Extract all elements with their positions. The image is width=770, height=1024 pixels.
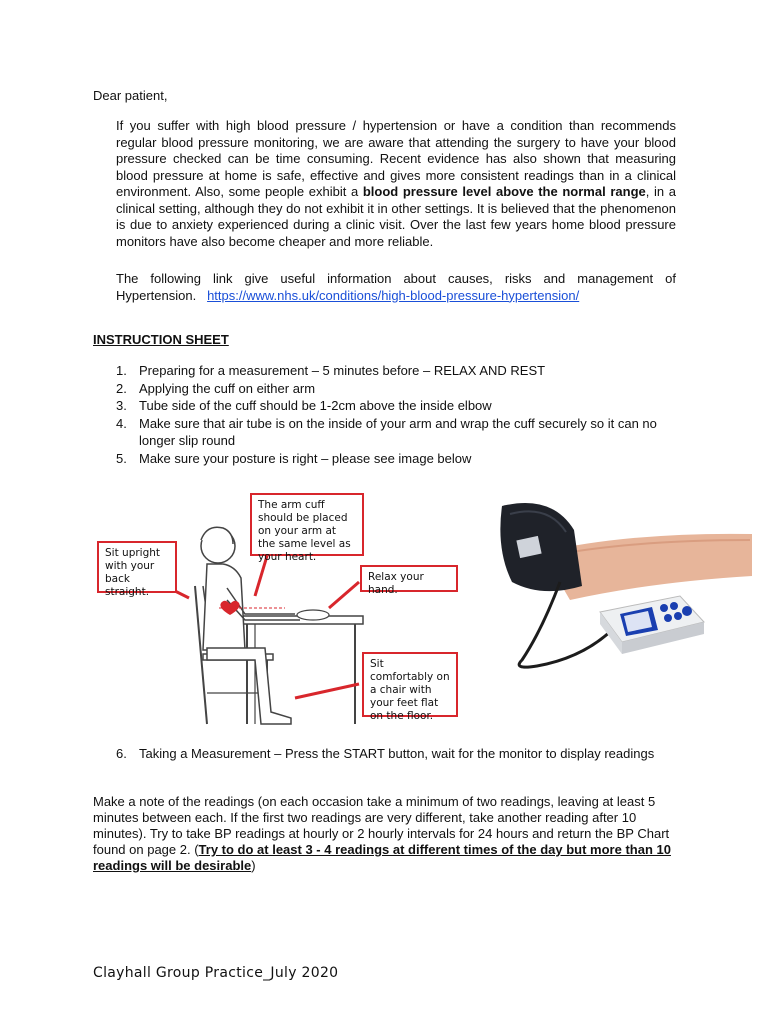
callout-cuff-level: The arm cuff should be placed on your arm at the same level as your heart. — [250, 493, 364, 556]
closing-paragraph — [93, 794, 683, 874]
instruction-heading: INSTRUCTION SHEET — [93, 332, 229, 347]
list-item — [116, 362, 676, 380]
instruction-step-6 — [116, 745, 676, 763]
callout-sit-upright: Sit upright with your back straight. — [97, 541, 177, 593]
step-text: Taking a Measurement – Press the START button, wait for the monitor to display readings — [139, 746, 655, 761]
list-item — [116, 415, 676, 450]
list-item — [116, 745, 676, 763]
list-item — [116, 450, 676, 468]
intro-paragraph — [116, 118, 676, 250]
step-text: Make sure that air tube is on the inside of your arm and wrap the cuff securely so it can no longer slip round — [139, 415, 657, 448]
closing-emphasis: Try to do at least 3 - 4 readings at different times of the day but more than 10 readings will be desirable — [93, 842, 671, 873]
step-text: Preparing for a measurement – 5 minutes before – RELAX AND REST — [139, 363, 546, 378]
nhs-link[interactable]: https://www.nhs.uk/conditions/high-blood-pressure-hypertension/ — [207, 287, 580, 303]
intro-text-a: If you suffer with high blood pressure / hypertension or have a condition than recommends regular blood pressure monitoring, we are aware that attending the surgery to have your blood pressure checked can be time consuming. Recent evidence has also shown that measuring blood pressure at home is safe, effective and gives more consistent readings than in a clinical environment. Also, some people exhibit a — [116, 118, 676, 199]
step-text: Tube side of the cuff should be 1-2cm above the inside elbow — [139, 398, 492, 413]
step-text: Make sure your posture is right – please see image below — [139, 450, 472, 466]
step-number: 6. — [116, 746, 127, 761]
step-number: 1. — [116, 363, 127, 378]
instruction-list — [116, 362, 676, 467]
link-paragraph — [116, 271, 676, 304]
link-intro-text: The following link give useful information about causes, risks and management of Hypertension. — [116, 271, 676, 303]
step-number: 3. — [116, 398, 127, 413]
intro-text-b: , in a clinical setting, although they do not exhibit it in other settings. It is believed that the phenomenon is due to anxiety experienced during a clinic visit. Over the last few years home blood pressure monitors have also become cheaper and more reliable. — [116, 184, 677, 249]
callout-relax-hand: Relax your hand. — [360, 565, 458, 592]
step-number: 2. — [116, 380, 127, 396]
closing-text-b: ) — [251, 858, 256, 873]
greeting: Dear patient, — [93, 88, 168, 103]
closing-text-a: Make a note of the readings (on each occasion take a minimum of two readings, leaving at least 5 minutes between each. If the first two readings are very different, take another reading after 10 minutes). Try to take BP readings at hourly or 2 hourly intervals for 24 hours and return the BP Chart found on page 2. ( — [93, 794, 670, 857]
intro-bold-phrase: blood pressure level above the normal range — [362, 184, 646, 199]
callout-feet-flat: Sit comfortably on a chair with your feet flat on the floor. — [362, 652, 458, 717]
step-number: 4. — [116, 415, 127, 431]
bp-monitor-photo — [482, 490, 752, 670]
list-item — [116, 380, 676, 398]
list-item — [116, 397, 676, 415]
step-number: 5. — [116, 450, 127, 466]
footer: Clayhall Group Practice_July 2020 — [93, 965, 339, 981]
step-text: Applying the cuff on either arm — [139, 380, 316, 396]
